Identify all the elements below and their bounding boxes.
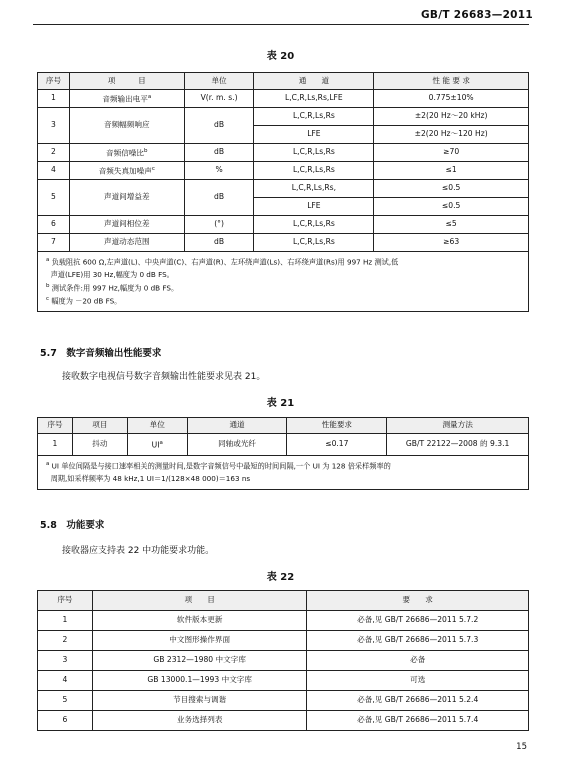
header-cell: 序号 [38, 418, 73, 434]
item-cell: 软件版本更新 [92, 611, 307, 631]
section-body: 接收器应支持表 22 中功能要求功能。 [62, 546, 215, 556]
requirement-cell: ±2(20 Hz～120 Hz) [374, 126, 529, 144]
item-cell: GB 2312—1980 中文字库 [92, 651, 307, 671]
item-text: 音频输出电平 [102, 94, 148, 104]
row-number: 6 [38, 216, 70, 234]
item-cell: 抖动 [72, 434, 127, 456]
channel-cell: L,C,R,Ls,Rs,LFE [254, 90, 374, 108]
standard-number-header: GB/T 26683—2011 [420, 9, 533, 21]
channel-cell: 同轴或光纤 [187, 434, 287, 456]
header-cell: 通道 [187, 418, 287, 434]
row-number: 4 [38, 671, 93, 691]
requirement-cell: 0.775±10% [374, 90, 529, 108]
footnote-text: 声道(LFE)用 30 Hz,幅度为 0 dB FS。 [50, 269, 174, 279]
channel-cell: L,C,R,Ls,Rs [254, 216, 374, 234]
channel-cell: L,C,R,Ls,Rs, [254, 180, 374, 198]
item-text: 音频失真加噪声 [98, 166, 152, 176]
footnote [46, 269, 522, 282]
table-row [38, 434, 529, 456]
unit-cell: dB [184, 234, 254, 252]
requirement-cell: 必备,见 GB/T 26686—2011 5.7.4 [307, 711, 529, 731]
header-cell: 项 目 [69, 73, 184, 90]
table-notes [38, 252, 529, 312]
table-row [38, 631, 529, 651]
requirement-cell: ≤0.5 [374, 198, 529, 216]
table-22 [37, 590, 529, 731]
channel-cell: L,C,R,Ls,Rs [254, 144, 374, 162]
requirement-cell: ±2(20 Hz～20 kHz) [374, 108, 529, 126]
row-number: 6 [38, 711, 93, 731]
item-cell: 中文图形操作界面 [92, 631, 307, 651]
item-cell [69, 162, 184, 180]
table-row [38, 216, 529, 234]
footnote-mark: c [151, 165, 155, 172]
table-notes [38, 456, 529, 490]
footnote [46, 295, 522, 308]
table-row [38, 611, 529, 631]
unit-cell: dB [184, 108, 254, 144]
footnote [46, 473, 522, 486]
footnote [46, 282, 522, 295]
table-row [38, 144, 529, 162]
table-row [38, 180, 529, 198]
table-20 [37, 72, 529, 312]
page-number: 15 [516, 742, 527, 752]
row-number: 2 [38, 631, 93, 651]
method-cell: GB/T 22122—2008 的 9.3.1 [387, 434, 529, 456]
header-cell: 序号 [38, 591, 93, 611]
item-cell: 业务选择列表 [92, 711, 307, 731]
table-row [38, 651, 529, 671]
channel-cell: L,C,R,Ls,Rs [254, 108, 374, 126]
row-number: 1 [38, 434, 73, 456]
requirement-cell: ≥70 [374, 144, 529, 162]
unit-cell: dB [184, 144, 254, 162]
unit-text: UI [151, 440, 160, 450]
row-number: 3 [38, 651, 93, 671]
header-cell: 性 能 要 求 [374, 73, 529, 90]
header-cell: 通 道 [254, 73, 374, 90]
row-number: 3 [38, 108, 70, 144]
header-cell: 单位 [184, 73, 254, 90]
footnote-text: 负载阻抗 600 Ω,左声道(L)、中央声道(C)、右声道(R)、左环绕声道(Ls)、右环绕声道(Rs)用 997 Hz 测试,低 [51, 257, 399, 267]
footnote-mark: b [46, 282, 50, 289]
requirement-cell: 必备,见 GB/T 26686—2011 5.7.2 [307, 611, 529, 631]
table-header-row [38, 418, 529, 434]
header-rule [33, 24, 529, 25]
requirement-cell: ≥63 [374, 234, 529, 252]
item-cell [69, 90, 184, 108]
table-row [38, 711, 529, 731]
channel-cell: L,C,R,Ls,Rs [254, 234, 374, 252]
table-row [38, 108, 529, 126]
footnote-mark: c [46, 295, 50, 302]
notes-cell [38, 456, 529, 490]
item-cell: 节目搜索与调谐 [92, 691, 307, 711]
header-cell: 项目 [72, 418, 127, 434]
table-row [38, 162, 529, 180]
requirement-cell: ≤0.17 [287, 434, 387, 456]
header-cell: 要 求 [307, 591, 529, 611]
table-header-row [38, 591, 529, 611]
row-number: 1 [38, 611, 93, 631]
item-cell: 声道间增益差 [69, 180, 184, 216]
notes-cell [38, 252, 529, 312]
table-header-row [38, 73, 529, 90]
header-cell: 测量方法 [387, 418, 529, 434]
row-number: 5 [38, 691, 93, 711]
requirement-cell: ≤5 [374, 216, 529, 234]
table-22-caption: 表 22 [266, 572, 295, 583]
unit-cell: % [184, 162, 254, 180]
footnote-mark: a [46, 461, 50, 467]
channel-cell: LFE [254, 198, 374, 216]
footnote-text: 测试条件:用 997 Hz,幅度为 0 dB FS。 [51, 282, 179, 292]
footnote-mark: a [46, 257, 50, 263]
table-20-caption: 表 20 [266, 51, 295, 62]
footnote-mark: b [144, 147, 148, 154]
footnote-mark: a [159, 439, 163, 446]
table-row [38, 691, 529, 711]
row-number: 2 [38, 144, 70, 162]
row-number: 1 [38, 90, 70, 108]
channel-cell: LFE [254, 126, 374, 144]
row-number: 7 [38, 234, 70, 252]
footnote-text: UI 单位间隔是与接口速率相关的测量时间,是数字音频信号中最短的时间间隔,一个 UI 为 128 倍采样频率的 [51, 461, 391, 471]
header-cell: 项 目 [92, 591, 307, 611]
header-cell: 单位 [127, 418, 187, 434]
header-cell: 性能要求 [287, 418, 387, 434]
item-cell: 声道间相位差 [69, 216, 184, 234]
requirement-cell: 可选 [307, 671, 529, 691]
table-row [38, 90, 529, 108]
footnote-mark: a [147, 93, 152, 100]
unit-cell [127, 434, 187, 456]
section-heading: 5.8 功能要求 [40, 520, 105, 531]
table-21-caption: 表 21 [266, 398, 295, 409]
unit-cell: dB [184, 180, 254, 216]
requirement-cell: 必备,见 GB/T 26686—2011 5.2.4 [307, 691, 529, 711]
table-row [38, 234, 529, 252]
requirement-cell: 必备,见 GB/T 26686—2011 5.7.3 [307, 631, 529, 651]
footnote-text: 幅度为 －20 dB FS。 [51, 295, 122, 305]
footnote [46, 460, 522, 473]
footnote-text: 周期,如采样频率为 48 kHz,1 UI＝1/(128×48 000)＝163 ns [50, 473, 251, 483]
header-cell: 序号 [38, 73, 70, 90]
section-body: 接收数字电视信号数字音频输出性能要求见表 21。 [62, 372, 266, 382]
table-row [38, 671, 529, 691]
section-heading: 5.7 数字音频输出性能要求 [40, 348, 162, 359]
row-number: 5 [38, 180, 70, 216]
item-cell [69, 144, 184, 162]
item-cell: 音频幅频响应 [69, 108, 184, 144]
row-number: 4 [38, 162, 70, 180]
item-text: 音频信噪比 [106, 148, 145, 158]
footnote [46, 256, 522, 269]
channel-cell: L,C,R,Ls,Rs [254, 162, 374, 180]
item-cell: GB 13000.1—1993 中文字库 [92, 671, 307, 691]
requirement-cell: ≤0.5 [374, 180, 529, 198]
unit-cell: V(r. m. s.) [184, 90, 254, 108]
requirement-cell: 必备 [307, 651, 529, 671]
item-cell: 声道动态范围 [69, 234, 184, 252]
table-21 [37, 417, 529, 490]
requirement-cell: ≤1 [374, 162, 529, 180]
unit-cell: (°) [184, 216, 254, 234]
